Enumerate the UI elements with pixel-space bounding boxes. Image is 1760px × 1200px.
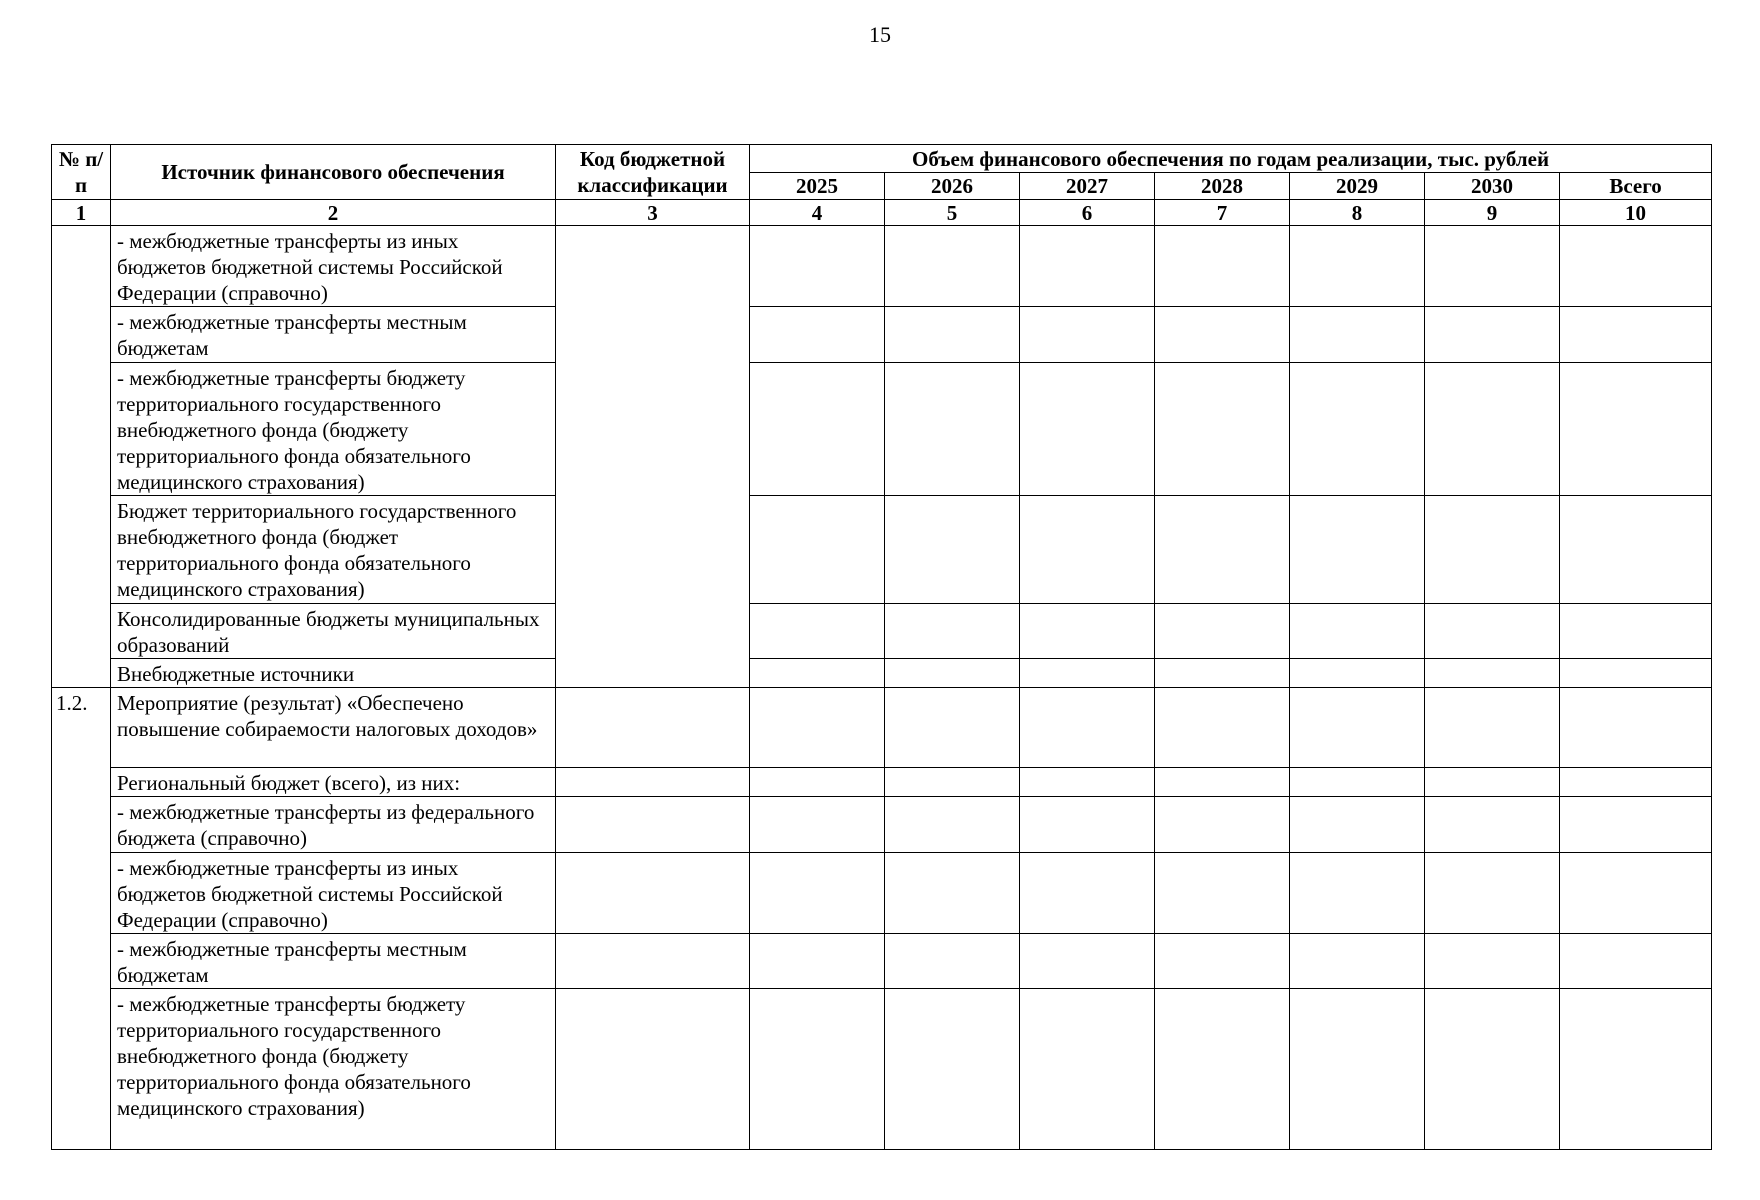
value-cell [1425,603,1560,658]
value-cell [1560,362,1712,496]
value-cell [1425,307,1560,362]
value-cell [750,496,885,603]
value-cell [1290,307,1425,362]
code-cell [556,797,750,852]
header-year: 2025 [750,173,885,200]
value-cell [1560,658,1712,687]
value-cell [750,989,885,1150]
value-cell [1425,658,1560,687]
table-row [52,307,1712,362]
table-row [52,768,1712,797]
value-cell [885,362,1020,496]
column-index: 6 [1020,200,1155,226]
value-cell [1290,768,1425,797]
value-cell [1560,934,1712,989]
table-row [52,934,1712,989]
value-cell [1155,658,1290,687]
source-cell: - межбюджетные трансферты бюджету территориального государственного внебюджетного фонда (бюджету территориального фонда обязательного медицинского страхования) [111,362,556,496]
header-code: Код бюджетной классификации [556,145,750,200]
value-cell [750,768,885,797]
value-cell [1155,934,1290,989]
header-total: Всего [1560,173,1712,200]
value-cell [885,307,1020,362]
value-cell [1425,797,1560,852]
value-cell [1155,362,1290,496]
source-cell: Бюджет территориального государственного внебюджетного фонда (бюджет территориального фонда обязательного медицинского страхования) [111,496,556,603]
value-cell [750,226,885,307]
value-cell [1425,226,1560,307]
value-cell [1560,307,1712,362]
value-cell [1020,603,1155,658]
source-cell: - межбюджетные трансферты местным бюджетам [111,934,556,989]
code-cell [556,687,750,767]
source-cell: Региональный бюджет (всего), из них: [111,768,556,797]
value-cell [750,307,885,362]
table-row [52,852,1712,933]
column-index: 5 [885,200,1020,226]
column-index: 10 [1560,200,1712,226]
value-cell [1425,934,1560,989]
value-cell [1290,934,1425,989]
table-row [52,496,1712,603]
header-year: 2028 [1155,173,1290,200]
value-cell [1560,768,1712,797]
value-cell [885,989,1020,1150]
source-cell: Консолидированные бюджеты муниципальных образований [111,603,556,658]
value-cell [885,226,1020,307]
source-cell: - межбюджетные трансферты местным бюджетам [111,307,556,362]
value-cell [1020,852,1155,933]
value-cell [750,362,885,496]
value-cell [1425,768,1560,797]
value-cell [1155,496,1290,603]
value-cell [885,687,1020,767]
value-cell [1425,687,1560,767]
value-cell [1560,989,1712,1150]
value-cell [750,687,885,767]
table-row [52,362,1712,496]
code-cell [556,934,750,989]
value-cell [750,603,885,658]
value-cell [750,934,885,989]
value-cell [1290,226,1425,307]
value-cell [750,797,885,852]
value-cell [885,603,1020,658]
value-cell [1290,687,1425,767]
table-row [52,226,1712,307]
header-num: № п/п [52,145,111,200]
source-cell: Внебюджетные источники [111,658,556,687]
column-index: 8 [1290,200,1425,226]
header-year: 2026 [885,173,1020,200]
value-cell [1560,852,1712,933]
column-index: 3 [556,200,750,226]
value-cell [1020,934,1155,989]
value-cell [1155,603,1290,658]
source-cell: Мероприятие (результат) «Обеспечено повышение собираемости налоговых доходов» [111,687,556,767]
column-index: 2 [111,200,556,226]
value-cell [1155,797,1290,852]
value-cell [1560,226,1712,307]
value-cell [1290,797,1425,852]
column-index: 4 [750,200,885,226]
value-cell [1155,226,1290,307]
table-row [52,603,1712,658]
value-cell [1020,687,1155,767]
value-cell [1155,989,1290,1150]
code-cell [556,852,750,933]
header-year: 2029 [1290,173,1425,200]
value-cell [1290,658,1425,687]
column-index: 9 [1425,200,1560,226]
source-cell: - межбюджетные трансферты бюджету территориального государственного внебюджетного фонда (бюджету территориального фонда обязательного медицинского страхования) [111,989,556,1150]
value-cell [1020,989,1155,1150]
header-source: Источник финансового обеспечения [111,145,556,200]
value-cell [1020,797,1155,852]
value-cell [1290,989,1425,1150]
source-cell: - межбюджетные трансферты из иных бюджетов бюджетной системы Российской Федерации (справочно) [111,226,556,307]
value-cell [1290,852,1425,933]
table-row [52,687,1712,767]
value-cell [1560,687,1712,767]
column-index: 1 [52,200,111,226]
value-cell [885,496,1020,603]
page-number: 15 [869,22,891,47]
source-cell: - межбюджетные трансферты из иных бюджетов бюджетной системы Российской Федерации (справочно) [111,852,556,933]
value-cell [1155,687,1290,767]
value-cell [1425,362,1560,496]
value-cell [1020,362,1155,496]
code-cell [556,768,750,797]
value-cell [1425,989,1560,1150]
table-row [52,989,1712,1150]
value-cell [750,658,885,687]
column-index: 7 [1155,200,1290,226]
value-cell [1155,852,1290,933]
row-number: 1.2. [52,687,111,1149]
header-volume: Объем финансового обеспечения по годам реализации, тыс. рублей [750,145,1712,173]
value-cell [885,934,1020,989]
value-cell [1290,362,1425,496]
value-cell [885,658,1020,687]
value-cell [1290,496,1425,603]
value-cell [1425,496,1560,603]
value-cell [1425,852,1560,933]
value-cell [750,852,885,933]
value-cell [1560,797,1712,852]
value-cell [1020,226,1155,307]
code-cell [556,226,750,688]
value-cell [1020,496,1155,603]
row-number [52,226,111,688]
table-row [52,797,1712,852]
value-cell [1290,603,1425,658]
value-cell [1560,603,1712,658]
value-cell [1020,307,1155,362]
value-cell [1020,768,1155,797]
financing-table [51,144,1712,1150]
value-cell [1560,496,1712,603]
value-cell [1155,768,1290,797]
source-cell: - межбюджетные трансферты из федерального бюджета (справочно) [111,797,556,852]
value-cell [885,852,1020,933]
value-cell [1155,307,1290,362]
code-cell [556,989,750,1150]
header-year: 2030 [1425,173,1560,200]
value-cell [885,768,1020,797]
table-row [52,658,1712,687]
value-cell [1020,658,1155,687]
value-cell [885,797,1020,852]
header-year: 2027 [1020,173,1155,200]
